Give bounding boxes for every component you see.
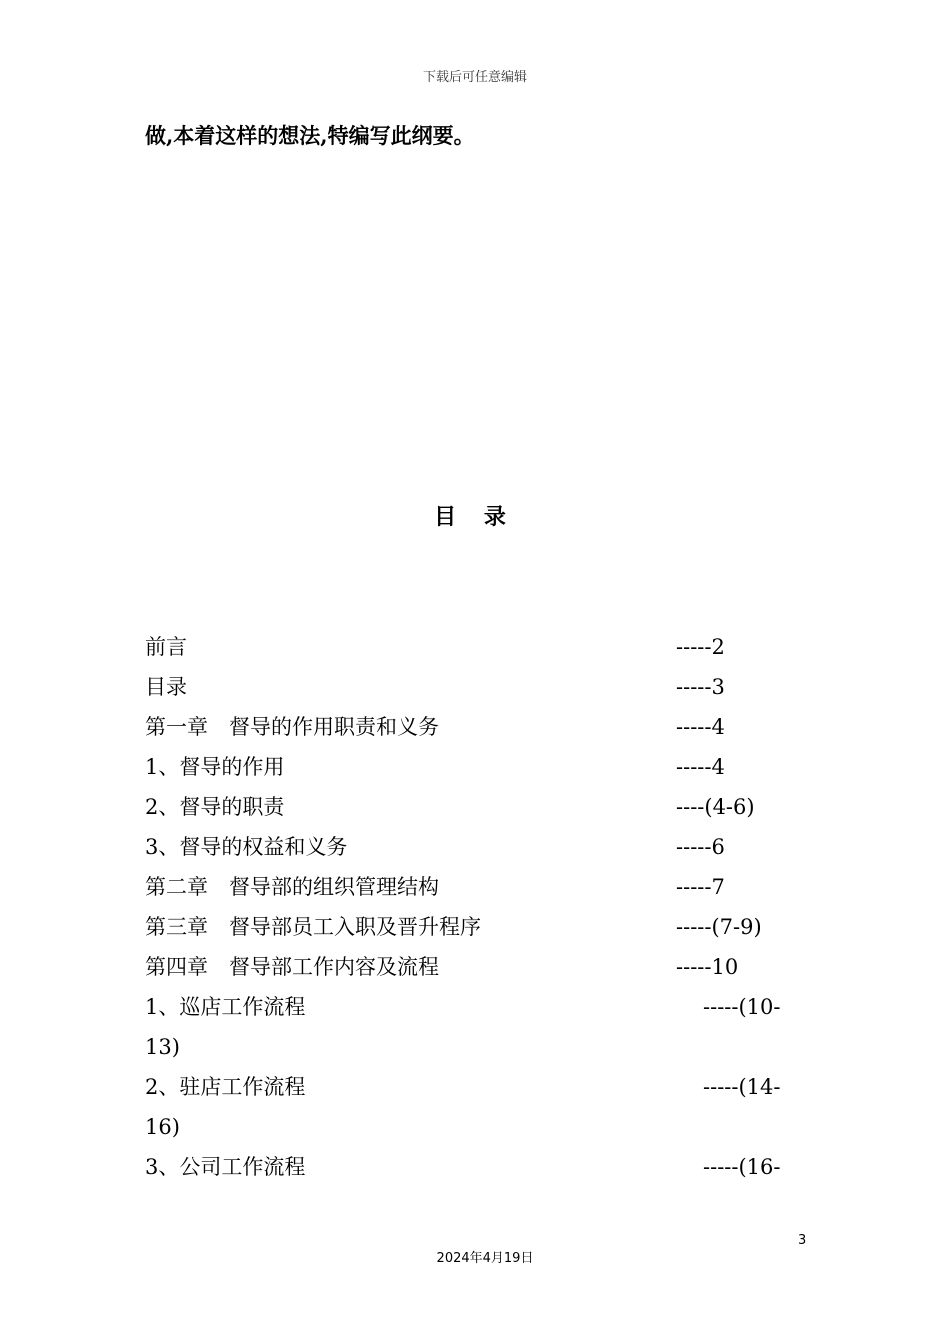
toc-entry-page: -----7	[676, 875, 725, 899]
toc-entry	[145, 627, 845, 667]
toc-entry-page: -----(10-	[703, 995, 781, 1019]
table-of-contents	[145, 627, 845, 1187]
page-footer-date: 2024年4月19日	[436, 1251, 534, 1266]
toc-entry-page: -----2	[676, 635, 725, 659]
toc-entry	[145, 1107, 845, 1147]
toc-entry	[145, 907, 845, 947]
toc-entry	[145, 707, 845, 747]
toc-entry-title: 第三章 督导部员工入职及晋升程序	[145, 915, 481, 939]
toc-entry	[145, 1027, 845, 1067]
toc-entry	[145, 947, 845, 987]
toc-entry-page: -----(16-	[703, 1155, 781, 1179]
toc-entry-page: -----3	[676, 675, 725, 699]
toc-entry-title: 1、巡店工作流程	[145, 995, 306, 1019]
page-header: 下载后可任意编辑	[422, 70, 527, 85]
toc-entry-title: 第四章 督导部工作内容及流程	[145, 955, 439, 979]
toc-entry	[145, 867, 845, 907]
toc-entry	[145, 1147, 845, 1187]
toc-entry-page: -----4	[676, 755, 725, 779]
toc-entry	[145, 1067, 845, 1107]
toc-entry	[145, 987, 845, 1027]
toc-entry-title: 目录	[145, 675, 187, 699]
toc-entry-title: 3、督导的权益和义务	[145, 835, 348, 859]
toc-entry-title: 3、公司工作流程	[145, 1155, 306, 1179]
toc-entry	[145, 787, 845, 827]
toc-entry	[145, 747, 845, 787]
toc-entry-title: 前言	[145, 635, 187, 659]
toc-entry-title: 13)	[145, 1035, 180, 1059]
toc-entry	[145, 827, 845, 867]
toc-entry-page: -----6	[676, 835, 725, 859]
toc-entry-title: 16)	[145, 1115, 180, 1139]
toc-entry-title: 第二章 督导部的组织管理结构	[145, 875, 439, 899]
toc-entry	[145, 667, 845, 707]
page-number: 3	[798, 1233, 807, 1248]
toc-entry-title: 第一章 督导的作用职责和义务	[145, 715, 439, 739]
toc-entry-page: ----(4-6)	[676, 795, 755, 819]
toc-title: 目 录	[434, 504, 516, 530]
toc-entry-page: -----10	[676, 955, 739, 979]
toc-entry-title: 2、驻店工作流程	[145, 1075, 306, 1099]
lead-paragraph: 做,本着这样的想法,特编写此纲要。	[145, 123, 475, 148]
toc-entry-page: -----(14-	[703, 1075, 781, 1099]
toc-entry-page: -----4	[676, 715, 725, 739]
toc-entry-title: 2、督导的职责	[145, 795, 285, 819]
toc-entry-page: -----(7-9)	[676, 915, 762, 939]
toc-entry-title: 1、督导的作用	[145, 755, 285, 779]
